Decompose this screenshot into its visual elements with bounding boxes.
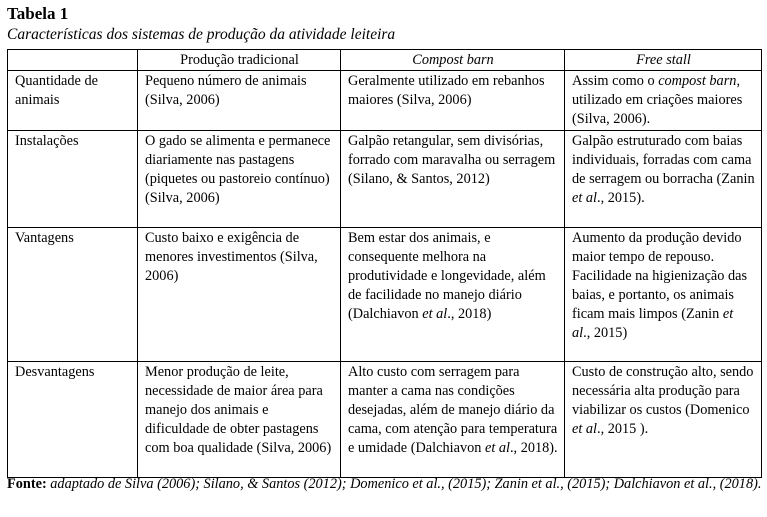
source-note [7,475,762,494]
cell-tradicional: Pequeno número de animais (Silva, 2006) [138,71,341,131]
cell-free-stall: Galpão estruturado com baias individuais, forradas com cama de serragem ou borracha (Zanin et al., 2015). [565,131,762,228]
table-row [8,362,762,478]
cell-free-stall: Assim como o compost barn, utilizado em criações maiores (Silva, 2006). [565,71,762,131]
row-label: Instalações [8,131,138,228]
cell-tradicional: Menor produção de leite, necessidade de maior área para manejo dos animais e dificuldade de obter pastagens com boa qualidade (Silva, 2006) [138,362,341,478]
table-row [8,228,762,362]
header-free-stall: Free stall [565,50,762,71]
source-text: adaptado de Silva (2006); Silano, & Santos (2012); Domenico et al., (2015); Zanin et al., (2015); Dalchiavon et al., (2018). [46,476,762,492]
production-systems-table [7,49,762,478]
table-header-row [8,50,762,71]
table-subtitle: Características dos sistemas de produção da atividade leiteira [7,26,396,43]
cell-free-stall: Custo de construção alto, sendo necessária alta produção para viabilizar os custos (Domenico et al., 2015 ). [565,362,762,478]
cell-compost-barn: Galpão retangular, sem divisórias, forrado com maravalha ou serragem (Silano, & Santos, 2012) [341,131,565,228]
cell-compost-barn: Geralmente utilizado em rebanhos maiores (Silva, 2006) [341,71,565,131]
header-empty [8,50,138,71]
cell-tradicional: O gado se alimenta e permanece diariamente nas pastagens (piquetes ou pastoreio contínuo) (Silva, 2006) [138,131,341,228]
header-compost-barn: Compost barn [341,50,565,71]
cell-free-stall: Aumento da produção devido maior tempo de repouso. Facilidade na higienização das baias, e portanto, os animais ficam mais limpos (Zanin et al., 2015) [565,228,762,362]
table-row [8,71,762,131]
row-label: Desvantagens [8,362,138,478]
cell-compost-barn: Bem estar dos animais, e consequente melhora na produtividade e longevidade, além de facilidade no manejo diário (Dalchiavon et al., 2018) [341,228,565,362]
table-row [8,131,762,228]
header-tradicional: Produção tradicional [138,50,341,71]
row-label: Vantagens [8,228,138,362]
row-label: Quantidade de animais [8,71,138,131]
cell-tradicional: Custo baixo e exigência de menores investimentos (Silva, 2006) [138,228,341,362]
table-title: Tabela 1 [7,4,69,23]
source-label: Fonte: [7,476,47,492]
cell-compost-barn: Alto custo com serragem para manter a cama nas condições desejadas, além de manejo diário da cama, com atenção para temperatura e umidade (Dalchiavon et al., 2018). [341,362,565,478]
